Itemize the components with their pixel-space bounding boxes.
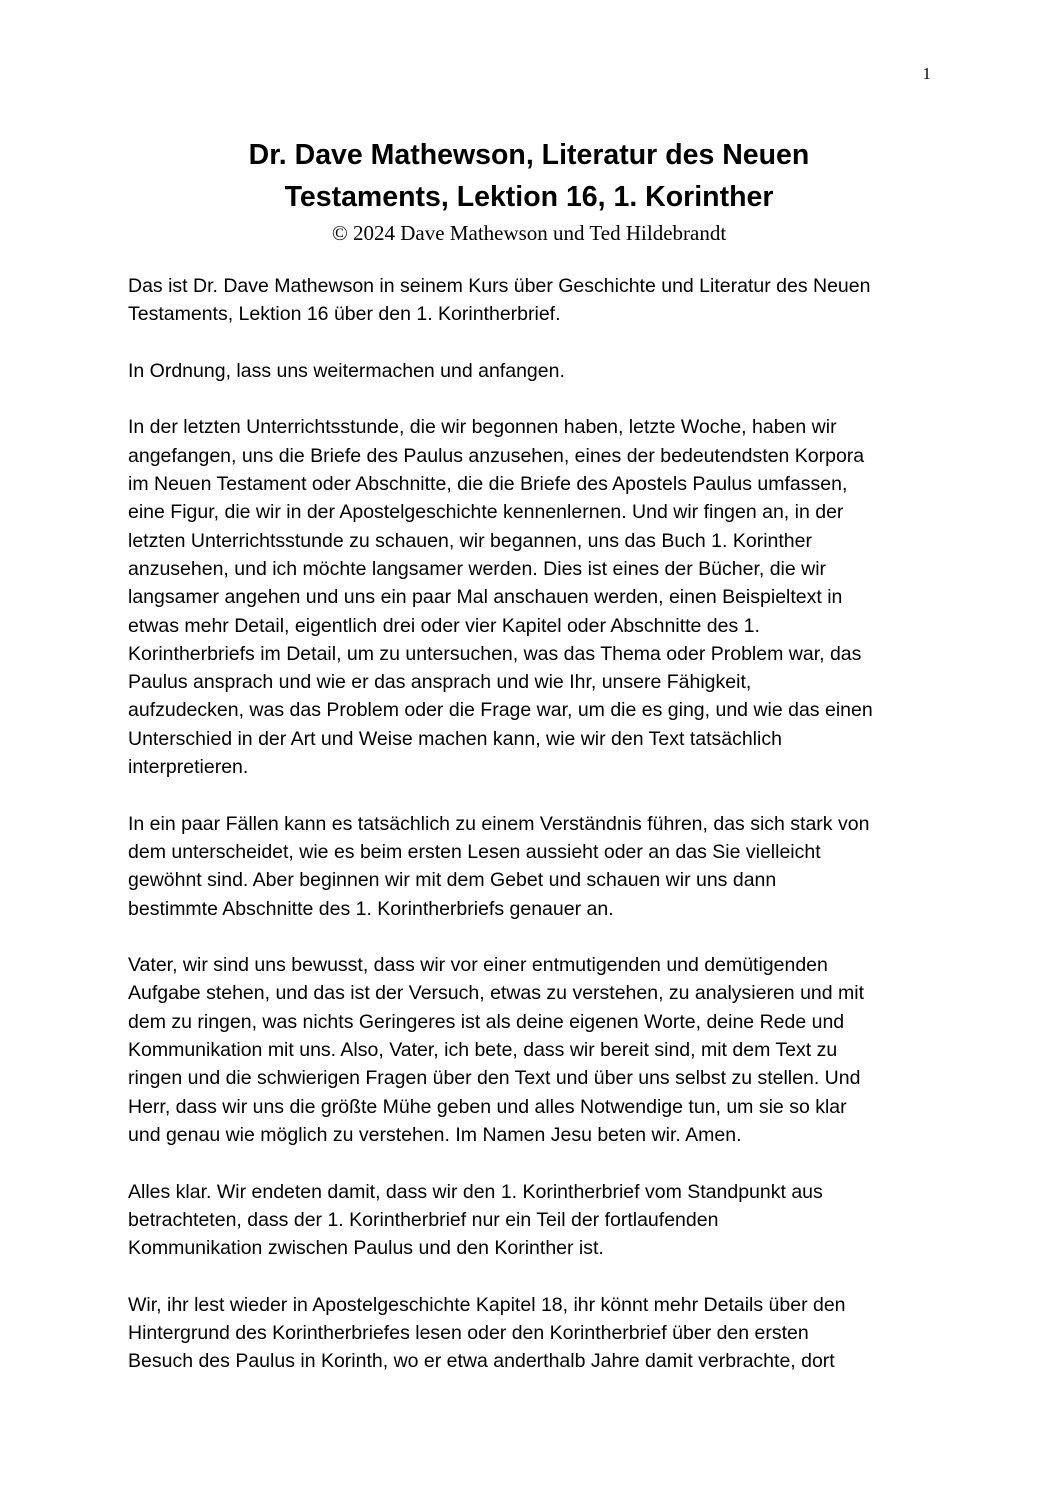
paragraph-line: In der letzten Unterrichtsstunde, die wir begonnen haben, letzte Woche, haben wir xyxy=(128,416,837,439)
paragraph-line: und genau wie möglich zu verstehen. Im Namen Jesu beten wir. Amen. xyxy=(128,1123,742,1146)
title-line: Testaments, Lektion 16, 1. Korinther xyxy=(284,181,774,213)
paragraph-line: Kommunikation mit uns. Also, Vater, ich bete, dass wir bereit sind, mit dem Text zu xyxy=(128,1039,838,1062)
paragraph-line: Kommunikation zwischen Paulus und den Korinther ist. xyxy=(128,1237,604,1260)
paragraph-line: aufzudecken, was das Problem oder die Frage war, um die es ging, und wie das einen xyxy=(128,699,873,722)
paragraph-line: langsamer angehen und uns ein paar Mal anschauen werden, einen Beispieltext in xyxy=(128,586,843,609)
paragraph xyxy=(128,413,930,781)
paragraph xyxy=(128,1178,930,1263)
paragraph-line: Paulus ansprach und wie er das ansprach und wie Ihr, unsere Fähigkeit, xyxy=(128,671,752,694)
paragraph-line: Besuch des Paulus in Korinth, wo er etwa anderthalb Jahre damit verbrachte, dort xyxy=(128,1350,835,1373)
paragraph-line: Alles klar. Wir endeten damit, dass wir den 1. Korintherbrief vom Standpunkt aus xyxy=(128,1180,823,1203)
paragraph-line: In ein paar Fällen kann es tatsächlich zu einem Verständnis führen, das sich stark von xyxy=(128,812,870,835)
paragraph-line: etwas mehr Detail, eigentlich drei oder vier Kapitel oder Abschnitte des 1. xyxy=(128,614,760,637)
paragraph xyxy=(128,357,930,385)
paragraph-line: betrachteten, dass der 1. Korintherbrief nur ein Teil der fortlaufenden xyxy=(128,1208,719,1231)
paragraph xyxy=(128,810,930,923)
paragraph-line: anzusehen, und ich möchte langsamer werden. Dies ist eines der Bücher, die wir xyxy=(128,557,827,580)
paragraph xyxy=(128,951,930,1149)
paragraph-line: Wir, ihr lest wieder in Apostelgeschichte Kapitel 18, ihr könnt mehr Details über den xyxy=(128,1293,846,1316)
paragraph-line: bestimmte Abschnitte des 1. Korintherbriefs genauer an. xyxy=(128,897,614,920)
paragraph-line: Korintherbriefs im Detail, um zu untersuchen, was das Thema oder Problem war, das xyxy=(128,642,862,665)
paragraph-line: dem unterscheidet, wie es beim ersten Lesen aussieht oder an das Sie vielleicht xyxy=(128,840,821,863)
document-body xyxy=(128,272,930,1404)
paragraph-line: Hintergrund des Korintherbriefes lesen oder den Korintherbrief über den ersten xyxy=(128,1321,809,1344)
document-title xyxy=(0,134,1058,218)
page-number: 1 xyxy=(922,64,931,83)
paragraph xyxy=(128,272,930,329)
paragraph-line: In Ordnung, lass uns weitermachen und anfangen. xyxy=(128,359,565,382)
paragraph-line: Aufgabe stehen, und das ist der Versuch, etwas zu verstehen, zu analysieren und mit xyxy=(128,982,865,1005)
paragraph-line: interpretieren. xyxy=(128,756,249,779)
paragraph-line: Vater, wir sind uns bewusst, dass wir vor einer entmutigenden und demütigenden xyxy=(128,954,828,977)
paragraph-line: letzten Unterrichtsstunde zu schauen, wir begannen, uns das Buch 1. Korinther xyxy=(128,529,812,552)
title-line: Dr. Dave Mathewson, Literatur des Neuen xyxy=(248,139,810,171)
paragraph-line: ringen und die schwierigen Fragen über den Text und über uns selbst zu stellen. Und xyxy=(128,1067,861,1090)
paragraph-line: im Neuen Testament oder Abschnitte, die die Briefe des Apostels Paulus umfassen, xyxy=(128,473,848,496)
paragraph-line: Unterschied in der Art und Weise machen kann, wie wir den Text tatsächlich xyxy=(128,727,782,750)
copyright-line: © 2024 Dave Mathewson und Ted Hildebrandt xyxy=(331,221,727,245)
paragraph xyxy=(128,1291,930,1376)
paragraph-line: Das ist Dr. Dave Mathewson in seinem Kurs über Geschichte und Literatur des Neuen xyxy=(128,275,871,297)
paragraph-line: Testaments, Lektion 16 über den 1. Korintherbrief. xyxy=(128,303,561,326)
paragraph-line: Herr, dass wir uns die größte Mühe geben und alles Notwendige tun, um sie so klar xyxy=(128,1095,847,1118)
paragraph-line: dem zu ringen, was nichts Geringeres ist als deine eigenen Worte, deine Rede und xyxy=(128,1010,845,1033)
paragraph-line: angefangen, uns die Briefe des Paulus anzusehen, eines der bedeutendsten Korpora xyxy=(128,444,865,467)
paragraph-line: gewöhnt sind. Aber beginnen wir mit dem Gebet und schauen wir uns dann xyxy=(128,869,777,892)
paragraph-line: eine Figur, die wir in der Apostelgeschichte kennenlernen. Und wir fingen an, in der xyxy=(128,501,844,524)
